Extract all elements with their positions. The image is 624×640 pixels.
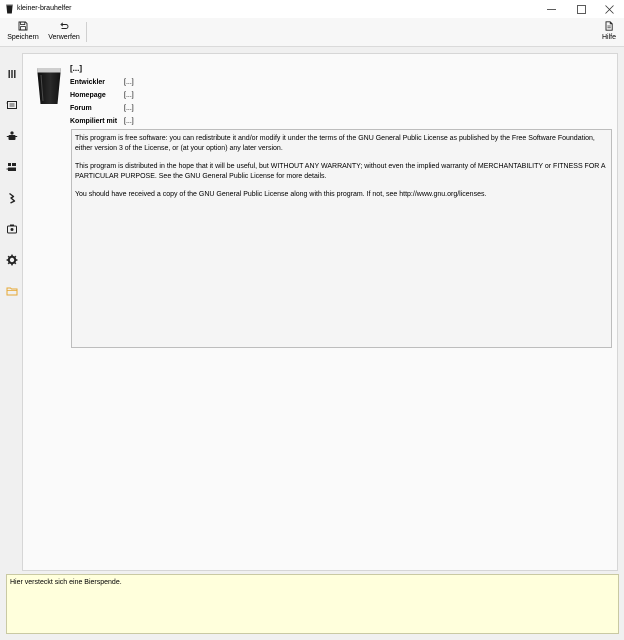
sidebar-item-list[interactable] — [3, 65, 21, 83]
discard-button[interactable] — [45, 20, 83, 44]
sidebar-item-recipe[interactable] — [3, 96, 21, 114]
message-panel[interactable] — [6, 574, 619, 634]
sidebar-item-bottling[interactable] — [3, 189, 21, 207]
minimize-icon — [547, 5, 556, 14]
compiled-with-value: [...] — [124, 118, 134, 125]
toolbar — [0, 18, 624, 47]
donation-message: Hier versteckt sich eine Bierspende. — [10, 579, 122, 586]
bottle-icon — [6, 192, 18, 204]
brew-kettle-icon — [6, 130, 18, 142]
toolbar-separator — [86, 22, 87, 42]
fermenter-icon — [6, 161, 18, 173]
sidebar-item-about[interactable] — [3, 282, 21, 300]
license-paragraph: You should have received a copy of the GNU General Public License along with this program. If not, see http://www.gnu.org/licenses. — [75, 191, 487, 198]
help-label: Hilfe — [601, 34, 616, 41]
help-button[interactable] — [598, 20, 620, 44]
beer-glass-icon — [6, 4, 13, 14]
sidebar-item-database[interactable] — [3, 220, 21, 238]
gear-icon — [6, 254, 18, 266]
title-bar — [0, 0, 624, 18]
database-icon — [6, 223, 18, 235]
minimize-button[interactable] — [538, 0, 564, 18]
forum-label: Forum — [70, 105, 92, 112]
maximize-icon — [577, 5, 586, 14]
close-button[interactable] — [596, 0, 622, 18]
close-icon — [605, 5, 614, 14]
forum-value[interactable]: [...] — [124, 105, 134, 112]
beer-glass-logo-icon — [36, 66, 62, 106]
folder-icon — [6, 285, 18, 297]
sidebar-item-settings[interactable] — [3, 251, 21, 269]
sidebar-item-fermenter[interactable] — [3, 158, 21, 176]
license-text-box[interactable] — [71, 129, 612, 348]
discard-label: Verwerfen — [48, 34, 80, 41]
about-panel — [22, 53, 618, 571]
license-paragraph: This program is free software: you can redistribute it and/or modify it under the terms of the GNU General Public License as published by the Free Software Foundation, either version 3 of the License, or (at your option) any later version. — [75, 135, 595, 152]
maximize-button[interactable] — [568, 0, 594, 18]
sidebar-item-brew[interactable] — [3, 127, 21, 145]
save-icon — [18, 21, 28, 31]
window-title: kleiner-brauhelfer — [17, 5, 72, 12]
developer-value: [...] — [124, 79, 134, 86]
save-button[interactable] — [5, 20, 41, 44]
developer-label: Entwickler — [70, 79, 106, 86]
homepage-value[interactable]: [...] — [124, 92, 134, 99]
document-icon — [604, 21, 614, 31]
about-title: [...] — [70, 64, 82, 73]
homepage-label: Homepage — [70, 92, 106, 99]
compiled-with-label: Kompiliert mit — [70, 118, 118, 125]
license-paragraph: This program is distributed in the hope that it will be useful, but WITHOUT ANY WARRANTY; without even the implied warranty of MERCHANTABILITY or FITNESS FOR A PARTICULAR PURPOSE. See the GNU General Public License for more details. — [75, 163, 606, 180]
list-icon — [6, 68, 18, 80]
recipe-book-icon — [6, 99, 18, 111]
save-label: Speichern — [7, 34, 39, 41]
undo-icon — [59, 21, 69, 31]
